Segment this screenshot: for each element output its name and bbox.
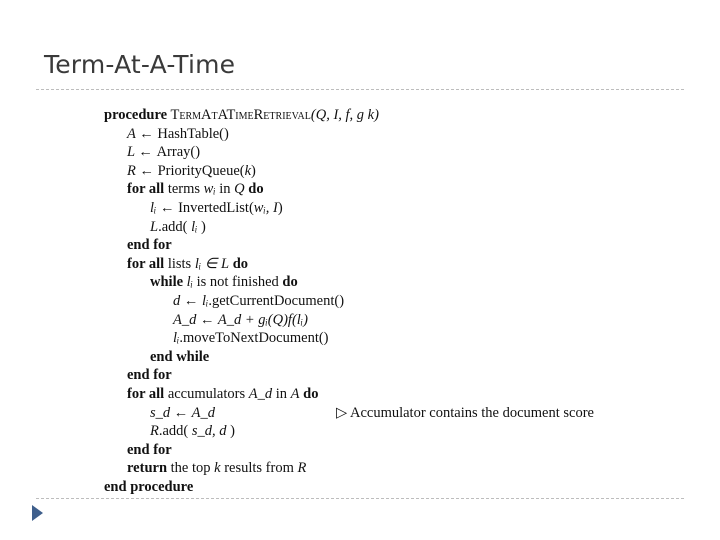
algorithm-token: do [244, 181, 264, 198]
algorithm-line [104, 180, 634, 199]
algorithm-token: wᵢ, I [253, 199, 278, 216]
algorithm-token: the top [167, 460, 215, 477]
algorithm-token: ) [251, 162, 256, 179]
algorithm-token: for all [127, 385, 165, 402]
algorithm-token: ) [277, 199, 283, 216]
algorithm-token: InvertedList( [178, 199, 254, 216]
algorithm-line [104, 199, 634, 218]
algorithm-figure [104, 106, 634, 494]
algorithm-token: lists [164, 255, 195, 272]
algorithm-line [104, 162, 634, 181]
algorithm-token: A [290, 385, 300, 402]
algorithm-token: TermAtATimeRetrieval [167, 107, 311, 123]
algorithm-line [104, 366, 634, 385]
algorithm-token: lᵢ ∈ L [194, 255, 230, 272]
algorithm-token: PriorityQueue( [157, 162, 245, 179]
algorithm-token: lᵢ [186, 274, 193, 291]
algorithm-token: .getCurrentDocument() [208, 292, 345, 309]
algorithm-token: .moveToNextDocument() [179, 330, 329, 347]
algorithm-token: L ← [127, 144, 157, 161]
algorithm-line [104, 459, 634, 478]
algorithm-token: end for [127, 441, 172, 458]
algorithm-token: while [150, 274, 184, 291]
algorithm-token: k [214, 460, 221, 477]
algorithm-token: .add( [158, 218, 192, 235]
algorithm-token: terms [164, 181, 204, 198]
algorithm-token: in [272, 385, 291, 402]
algorithm-token: lᵢ [173, 330, 180, 347]
algorithm-line [104, 218, 634, 237]
algorithm-line [104, 236, 634, 255]
algorithm-line [104, 273, 634, 292]
algorithm-line [104, 329, 634, 348]
algorithm-token: accumulators [164, 385, 249, 402]
algorithm-token: HashTable() [157, 125, 229, 142]
algorithm-token: (Q, I, f, g k) [310, 107, 379, 123]
algorithm-token: is not finished [192, 274, 283, 291]
algorithm-line [104, 348, 634, 367]
algorithm-line [104, 143, 634, 162]
algorithm-line [104, 385, 634, 404]
algorithm-token: L [150, 218, 159, 235]
algorithm-token: k [244, 162, 252, 179]
algorithm-token: R [297, 460, 307, 477]
algorithm-token: ) [197, 218, 206, 235]
algorithm-token: do [299, 385, 319, 402]
algorithm-token: end for [127, 367, 172, 384]
algorithm-token: R ← [127, 162, 158, 179]
algorithm-token: R [150, 423, 159, 440]
algorithm-token: Q [234, 181, 245, 198]
algorithm-token: do [229, 255, 249, 272]
algorithm-token: s_d, d [191, 423, 227, 440]
algorithm-line [104, 292, 634, 311]
algorithm-token: lᵢ [191, 218, 198, 235]
algorithm-token: end while [150, 348, 210, 365]
algorithm-token: for all [127, 181, 165, 198]
algorithm-line [104, 404, 634, 423]
algorithm-comment: ▷ Accumulator contains the document score [336, 404, 594, 421]
page-title: Term-At-A-Time [44, 50, 236, 79]
algorithm-token: Array() [156, 144, 201, 161]
algorithm-token: lᵢ ← [150, 199, 179, 216]
algorithm-token: s_d ← A_d [150, 404, 215, 421]
algorithm-token: ) [226, 423, 235, 440]
algorithm-token: A ← [127, 125, 158, 142]
algorithm-token: end procedure [104, 478, 194, 494]
algorithm-line [104, 478, 634, 494]
algorithm-token: do [282, 274, 298, 291]
algorithm-line [104, 422, 634, 441]
algorithm-token: for all [127, 255, 165, 272]
algorithm-token: .add( [158, 423, 192, 440]
algorithm-line [104, 255, 634, 274]
triangle-bullet-icon [32, 505, 43, 521]
algorithm-token: return [127, 460, 168, 477]
algorithm-token: wᵢ [203, 181, 216, 198]
algorithm-token: in [215, 181, 235, 198]
bottom-divider [36, 498, 684, 499]
algorithm-line [104, 441, 634, 460]
algorithm-token: procedure [104, 107, 168, 123]
algorithm-token: d ← lᵢ [173, 292, 209, 309]
algorithm-token: A_d ← A_d + gᵢ(Q)f(lᵢ) [173, 311, 308, 328]
algorithm-token: A_d [248, 385, 273, 402]
algorithm-line [104, 311, 634, 330]
algorithm-token: results from [220, 460, 298, 477]
algorithm-token: end for [127, 237, 172, 254]
algorithm-line [104, 106, 634, 125]
algorithm-line [104, 125, 634, 144]
top-divider [36, 89, 684, 90]
